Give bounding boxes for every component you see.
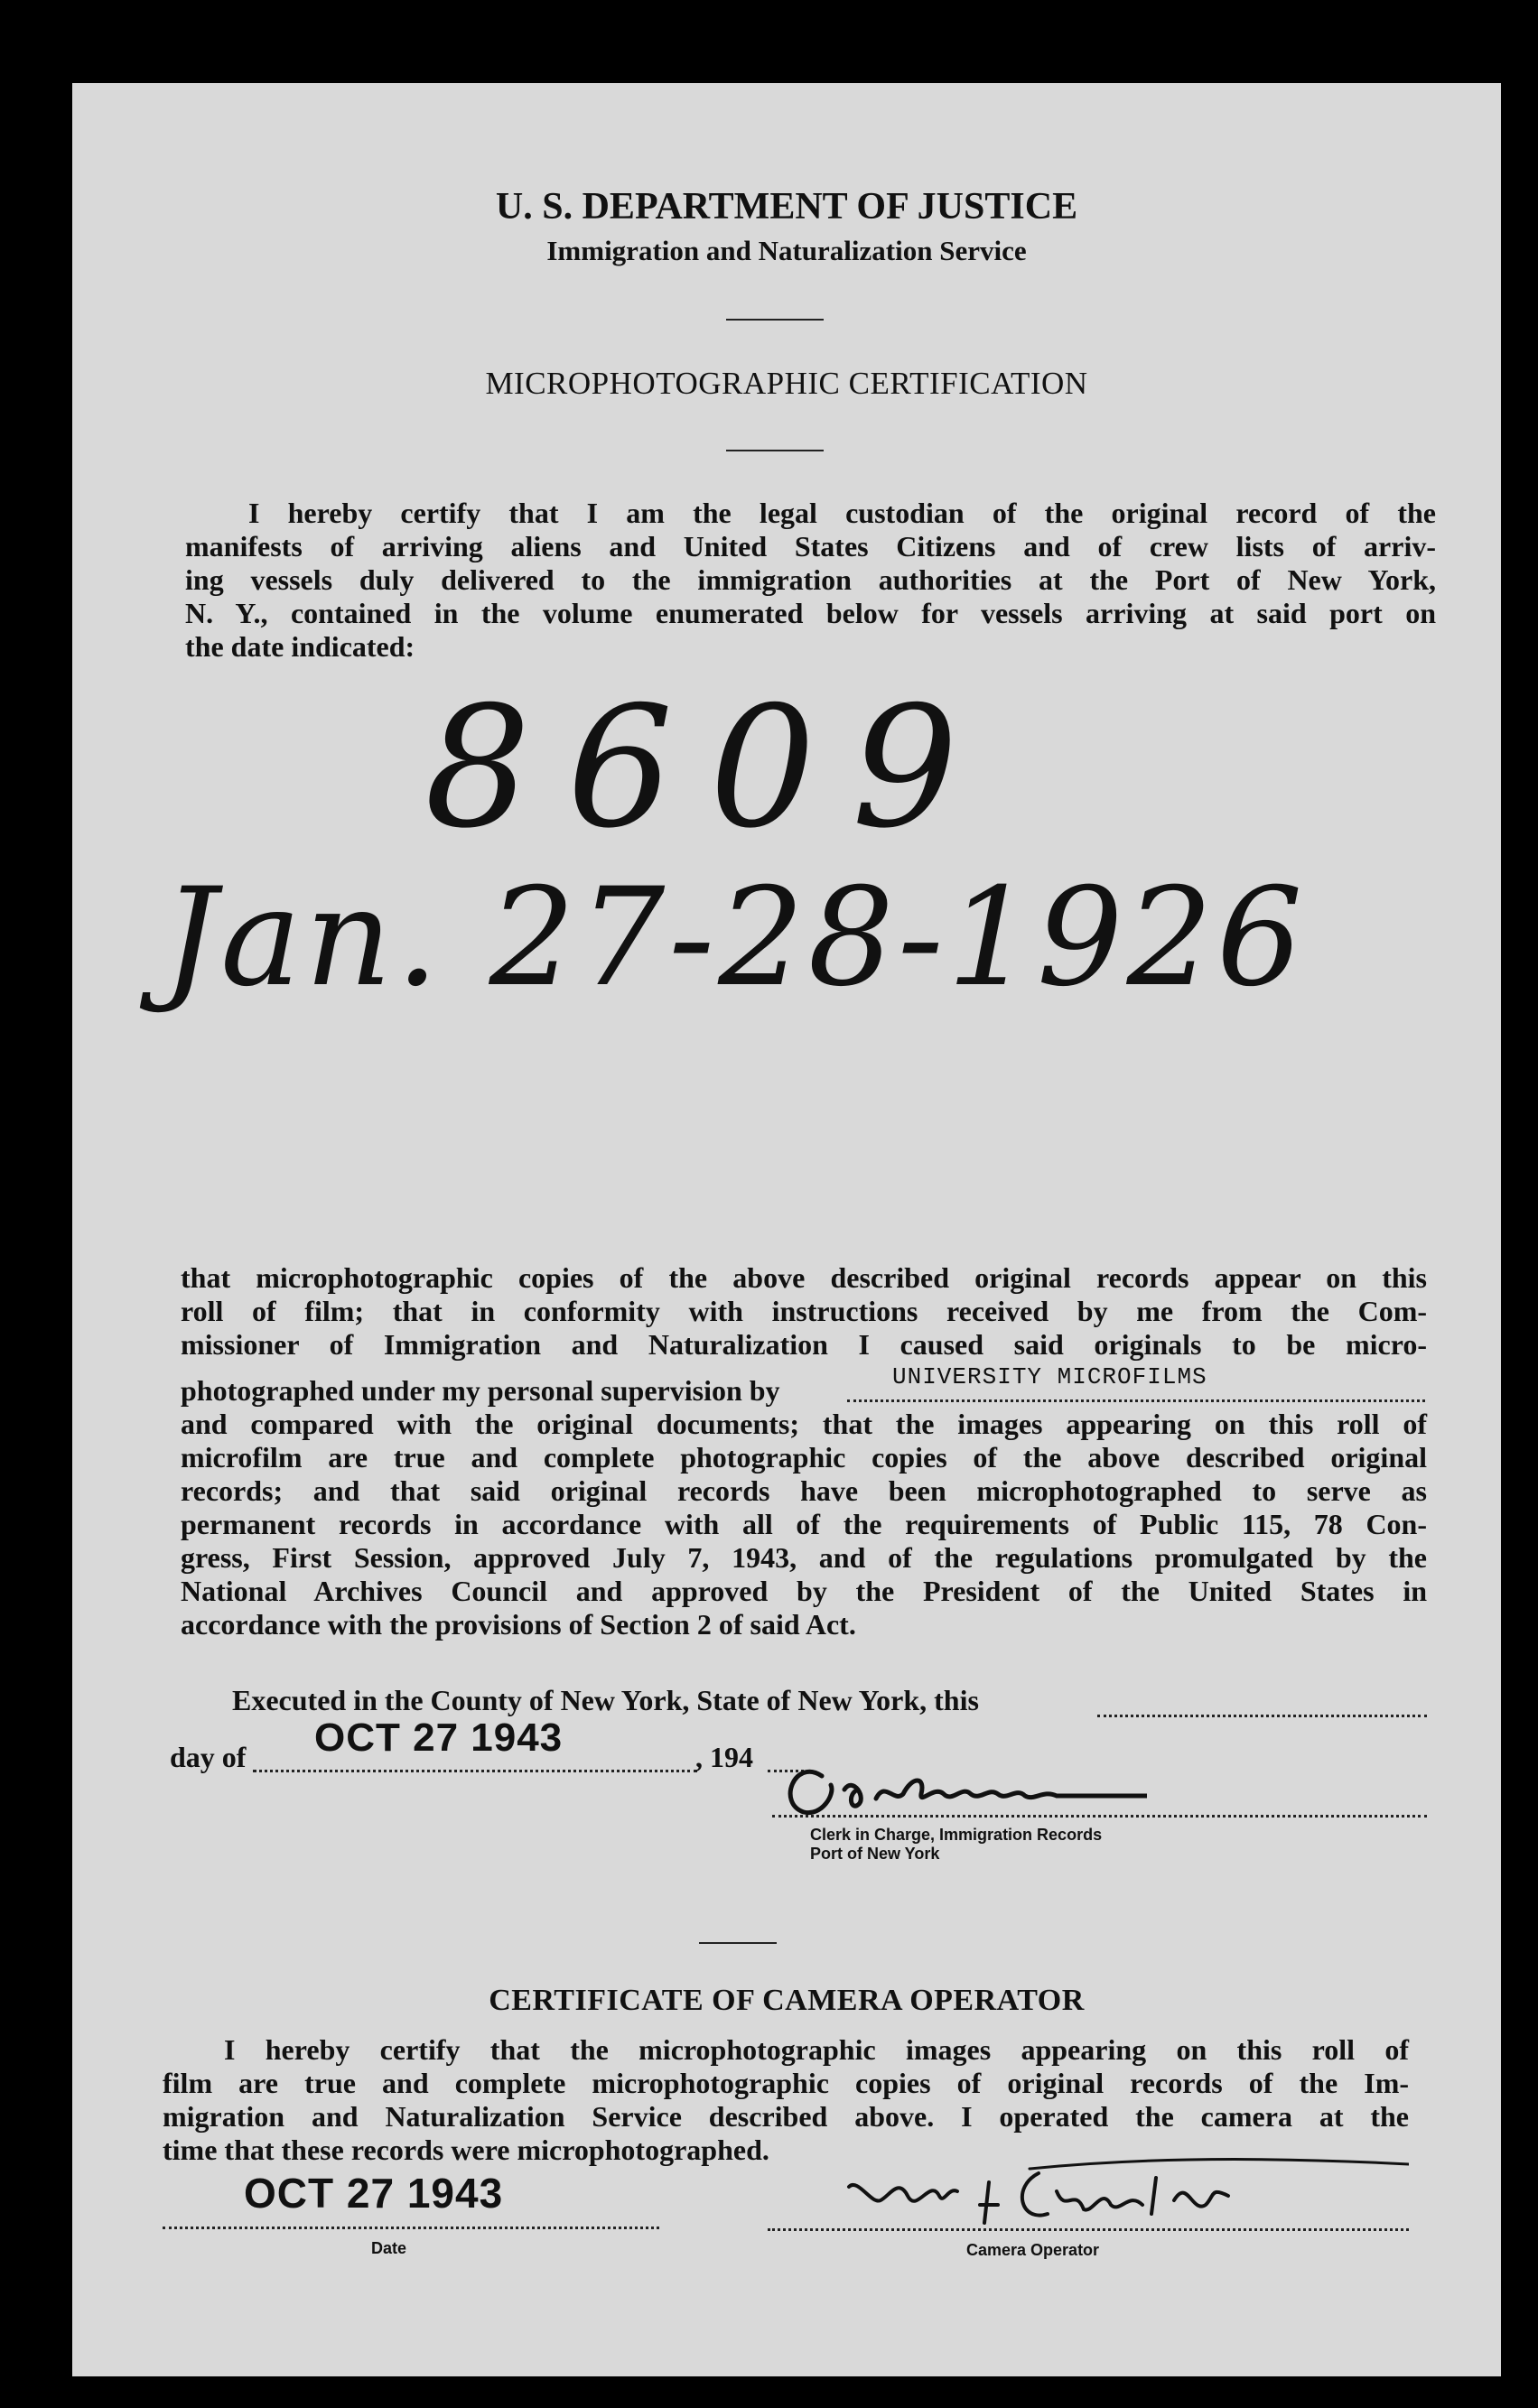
service-subtitle: Immigration and Naturalization Service xyxy=(546,235,1027,266)
clerk-title-line-2: Port of New York xyxy=(810,1845,940,1863)
paragraph-line: I hereby certify that the microphotographic images appearing on this roll of xyxy=(224,2033,1409,2066)
paragraph-line: missioner of Immigration and Naturalization I caused said originals to be micro- xyxy=(181,1328,1427,1361)
supervision-typed-value: UNIVERSITY MICROFILMS xyxy=(892,1363,1207,1390)
supervision-line xyxy=(181,1374,1427,1408)
paragraph-line: the date indicated: xyxy=(185,630,415,663)
certification-title: MICROPHOTOGRAPHIC CERTIFICATION xyxy=(485,366,1088,401)
paragraph-line: permanent records in accordance with all of the requirements of Public 115, 78 Con- xyxy=(181,1508,1427,1540)
clerk-signature-line xyxy=(772,1815,1427,1818)
supervision-dotted-line xyxy=(847,1399,1425,1402)
year-label: , 194 xyxy=(695,1741,753,1773)
paragraph-line: film are true and complete microphotographic copies of original records of the Im- xyxy=(163,2067,1409,2099)
paragraph-line: manifests of arriving aliens and United States Citizens and of crew lists of arriv- xyxy=(185,530,1436,562)
paragraph-line: and compared with the original documents; that the images appearing on this roll of xyxy=(181,1408,1427,1440)
handwritten-volume-number: 8609 xyxy=(424,670,994,865)
executed-dotted-line xyxy=(1097,1715,1427,1717)
divider xyxy=(726,319,824,321)
paragraph-line: that microphotographic copies of the above described original records appear on this xyxy=(181,1261,1427,1294)
clerk-title-line-1: Clerk in Charge, Immigration Records xyxy=(810,1826,1103,1844)
camera-operator-paragraph xyxy=(163,2033,1409,2167)
day-of-date-stamp: OCT 27 1943 xyxy=(314,1715,564,1760)
day-of-dotted-line xyxy=(253,1770,697,1772)
divider xyxy=(726,450,824,451)
paragraph-line: National Archives Council and approved by the President of the United States in xyxy=(181,1575,1427,1607)
date-dotted-line xyxy=(163,2227,659,2229)
certification-paragraph-2 xyxy=(181,1261,1427,1362)
executed-text: Executed in the County of New York, State of New York, this xyxy=(232,1684,979,1716)
paragraph-line: N. Y., contained in the volume enumerated below for vessels arriving at said port on xyxy=(185,597,1436,629)
camera-operator-signature-line xyxy=(768,2228,1409,2231)
certification-paragraph-3 xyxy=(181,1408,1427,1641)
handwritten-volume-date: Jan. 27-28-1926 xyxy=(163,860,1307,1017)
paragraph-line: roll of film; that in conformity with instructions received by me from the Com- xyxy=(181,1295,1427,1327)
certification-paragraph-1 xyxy=(185,497,1436,664)
paragraph-line: accordance with the provisions of Section 2 of said Act. xyxy=(181,1608,856,1641)
camera-operator-label: Camera Operator xyxy=(966,2241,1100,2259)
department-title: U. S. DEPARTMENT OF JUSTICE xyxy=(495,186,1078,228)
paragraph-line: records; and that said original records have been microphotographed to serve as xyxy=(181,1474,1427,1507)
paragraph-line: gress, First Session, approved July 7, 1943, and of the regulations promulgated by the xyxy=(181,1541,1427,1574)
clerk-signature xyxy=(768,1749,1147,1830)
day-of-label: day of xyxy=(170,1741,247,1773)
paragraph-line: I hereby certify that I am the legal custodian of the original record of the xyxy=(248,497,1436,529)
paragraph-line: migration and Naturalization Service described above. I operated the camera at the xyxy=(163,2100,1409,2133)
date-label: Date xyxy=(371,2239,407,2257)
camera-operator-title: CERTIFICATE OF CAMERA OPERATOR xyxy=(489,1984,1085,2017)
camera-date-stamp: OCT 27 1943 xyxy=(244,2170,504,2217)
divider xyxy=(699,1942,777,1944)
certificate-page xyxy=(72,83,1501,2376)
paragraph-line: microfilm are true and complete photographic copies of the above described original xyxy=(181,1441,1427,1474)
paragraph-line: time that these records were microphotographed. xyxy=(163,2134,769,2166)
paragraph-line: ing vessels duly delivered to the immigration authorities at the Port of New York, xyxy=(185,563,1436,596)
camera-operator-signature xyxy=(831,2151,1409,2250)
supervision-prefix: photographed under my personal supervision by xyxy=(181,1374,780,1407)
